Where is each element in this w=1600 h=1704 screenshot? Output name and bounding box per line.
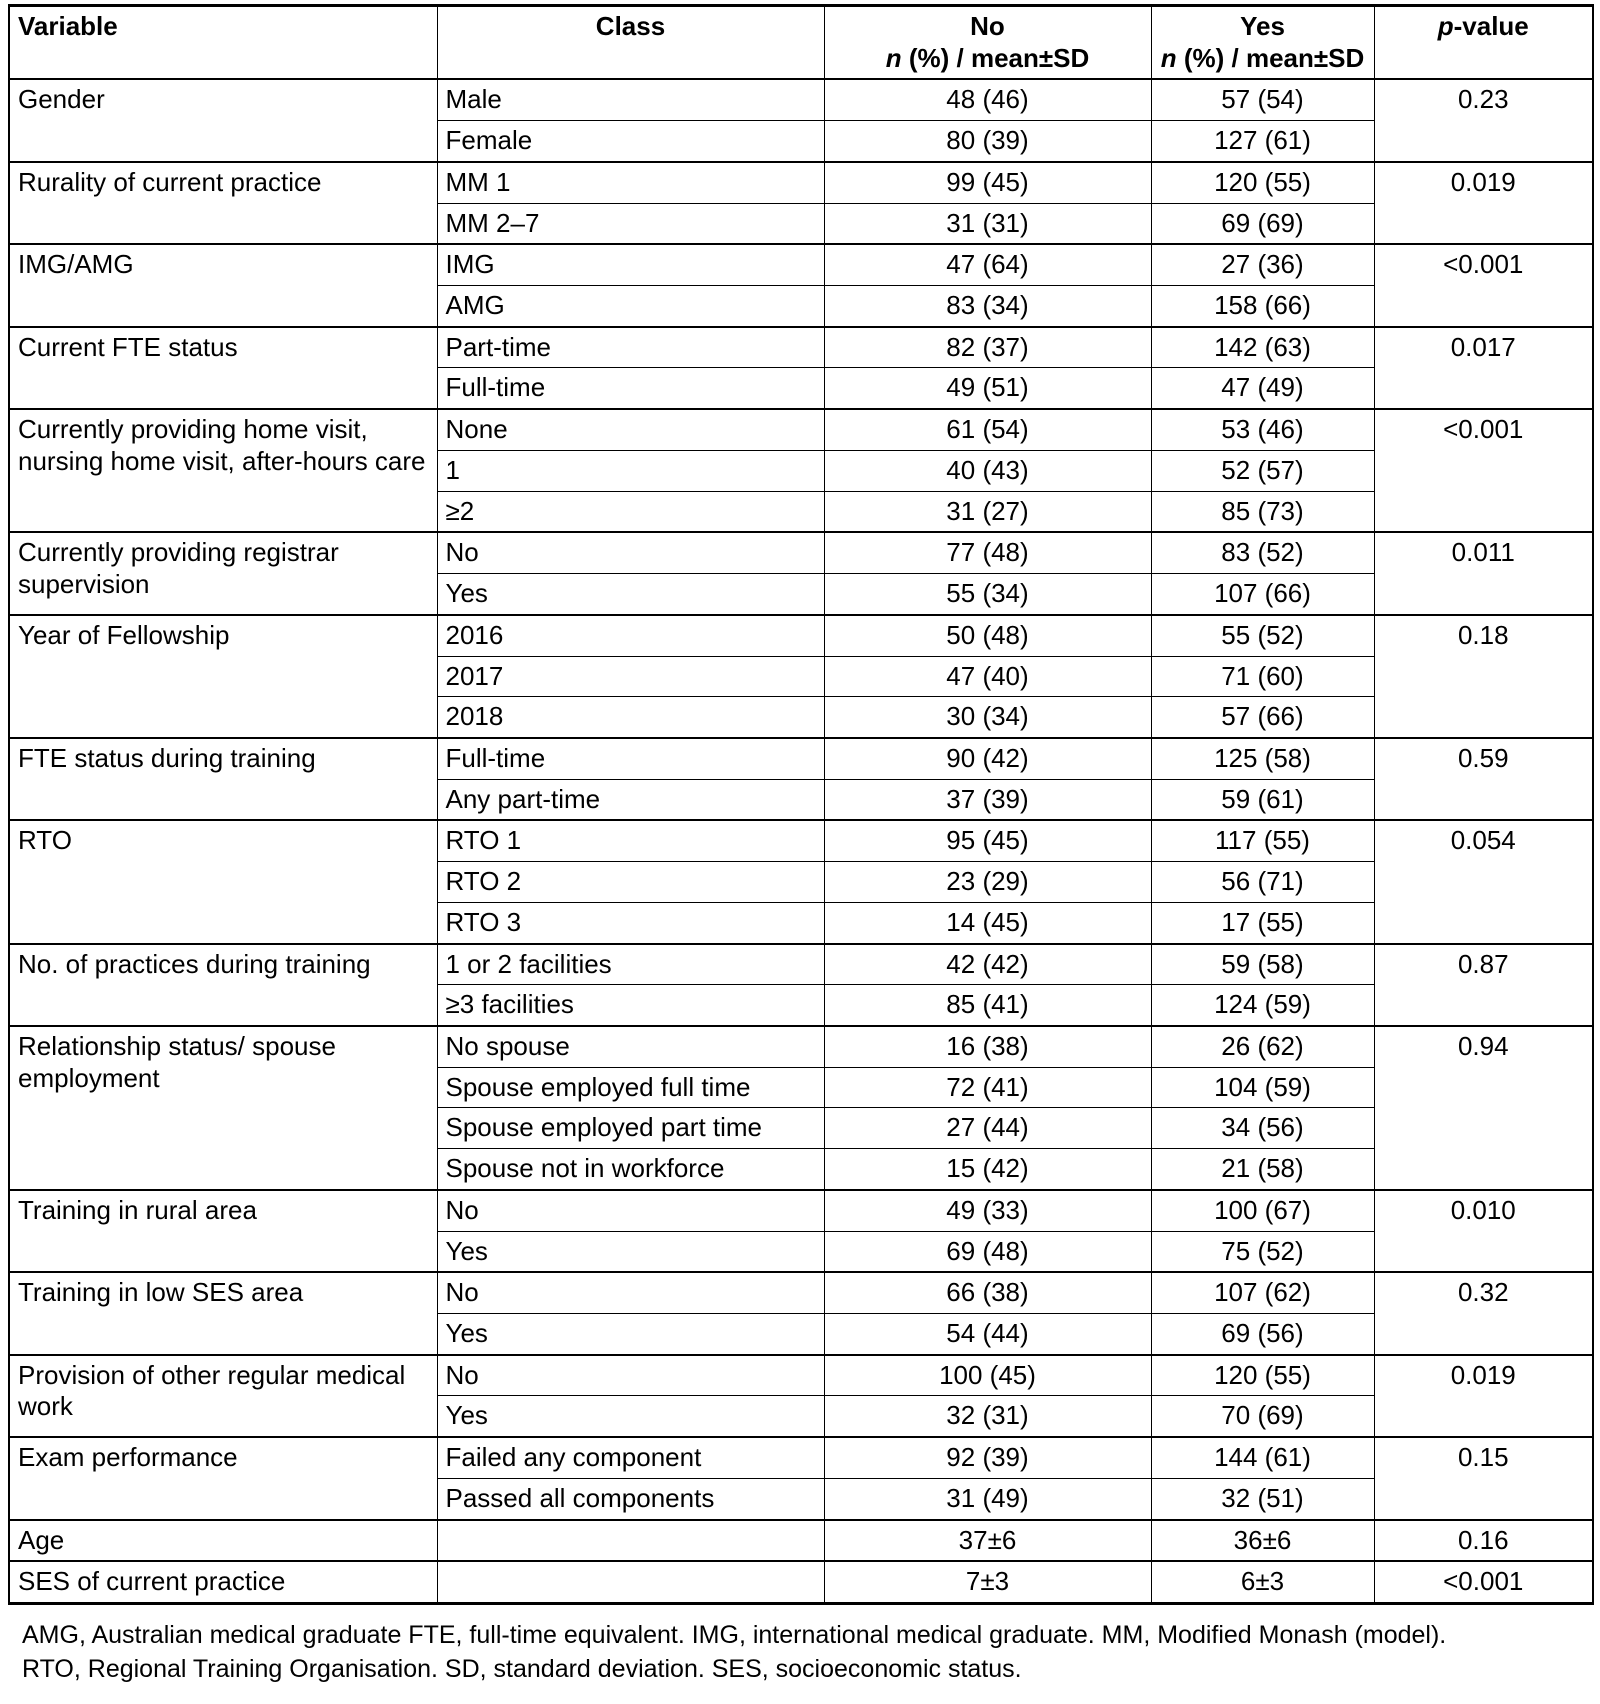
cell-variable: Currently providing registrar supervision	[9, 532, 437, 614]
cell-no-value: 31 (31)	[824, 203, 1151, 244]
cell-class: No	[437, 1272, 824, 1313]
header-row	[9, 6, 1593, 80]
cell-pvalue: 0.32	[1374, 1272, 1593, 1354]
cell-yes-value: 100 (67)	[1151, 1190, 1374, 1231]
cell-yes-value: 127 (61)	[1151, 121, 1374, 162]
cell-yes-value: 117 (55)	[1151, 820, 1374, 861]
cell-yes-value: 75 (52)	[1151, 1231, 1374, 1272]
cell-pvalue: 0.010	[1374, 1190, 1593, 1272]
cell-no-value: 95 (45)	[824, 820, 1151, 861]
cell-no-value: 50 (48)	[824, 615, 1151, 656]
table-row	[9, 615, 1593, 656]
cell-yes-value: 59 (61)	[1151, 779, 1374, 820]
cell-yes-value: 69 (56)	[1151, 1314, 1374, 1355]
column-header-class	[437, 6, 824, 80]
cell-pvalue: 0.23	[1374, 79, 1593, 161]
cell-no-value: 14 (45)	[824, 902, 1151, 943]
cell-pvalue: 0.87	[1374, 944, 1593, 1026]
cell-class: RTO 3	[437, 902, 824, 943]
table-row	[9, 1437, 1593, 1478]
cell-variable: Gender	[9, 79, 437, 161]
cell-no-value: 15 (42)	[824, 1149, 1151, 1190]
cell-no-value: 40 (43)	[824, 450, 1151, 491]
cell-no-value: 47 (64)	[824, 244, 1151, 285]
cell-class: 2018	[437, 697, 824, 738]
cell-class: No	[437, 1190, 824, 1231]
cell-yes-value: 124 (59)	[1151, 985, 1374, 1026]
cell-class: Full-time	[437, 738, 824, 779]
table-row	[9, 327, 1593, 368]
cell-pvalue: <0.001	[1374, 409, 1593, 532]
cell-yes-value: 27 (36)	[1151, 244, 1374, 285]
table-row	[9, 944, 1593, 985]
cell-class: 1 or 2 facilities	[437, 944, 824, 985]
cell-yes-value: 107 (62)	[1151, 1272, 1374, 1313]
cell-variable: Provision of other regular medical work	[9, 1355, 437, 1437]
cell-yes-value: 158 (66)	[1151, 286, 1374, 327]
column-header-yes-label: Yes	[1240, 11, 1285, 41]
cell-class	[437, 1561, 824, 1603]
cell-yes-value: 55 (52)	[1151, 615, 1374, 656]
cell-pvalue: 0.017	[1374, 327, 1593, 409]
cell-variable: IMG/AMG	[9, 244, 437, 326]
cell-no-value: 61 (54)	[824, 409, 1151, 450]
cell-yes-value: 32 (51)	[1151, 1478, 1374, 1519]
cell-variable: Relationship status/ spouse employment	[9, 1026, 437, 1190]
table-row	[9, 820, 1593, 861]
cell-yes-value: 21 (58)	[1151, 1149, 1374, 1190]
cell-no-value: 30 (34)	[824, 697, 1151, 738]
cell-variable: Training in rural area	[9, 1190, 437, 1272]
table-row	[9, 1520, 1593, 1562]
column-header-no-sublabel: n (%) / mean±SD	[885, 42, 1090, 73]
cell-class: Female	[437, 121, 824, 162]
cell-no-value: 92 (39)	[824, 1437, 1151, 1478]
cell-no-value: 23 (29)	[824, 862, 1151, 903]
cell-no-value: 55 (34)	[824, 574, 1151, 615]
cell-no-value: 47 (40)	[824, 656, 1151, 697]
cell-variable: Training in low SES area	[9, 1272, 437, 1354]
cell-class	[437, 1520, 824, 1562]
cell-class: Full-time	[437, 368, 824, 409]
cell-no-value: 48 (46)	[824, 79, 1151, 120]
column-header-class-label: Class	[595, 11, 666, 41]
cell-class: No spouse	[437, 1026, 824, 1067]
cell-no-value: 90 (42)	[824, 738, 1151, 779]
cell-no-value: 31 (49)	[824, 1478, 1151, 1519]
cell-class: Yes	[437, 574, 824, 615]
cell-yes-value: 125 (58)	[1151, 738, 1374, 779]
cell-class: 2017	[437, 656, 824, 697]
cell-yes-value: 52 (57)	[1151, 450, 1374, 491]
cell-yes-value: 107 (66)	[1151, 574, 1374, 615]
characteristics-table	[8, 4, 1594, 1605]
cell-variable: SES of current practice	[9, 1561, 437, 1603]
cell-no-value: 72 (41)	[824, 1067, 1151, 1108]
column-header-variable-label: Variable	[18, 11, 118, 41]
column-header-variable	[9, 6, 437, 80]
cell-class: IMG	[437, 244, 824, 285]
cell-class: Male	[437, 79, 824, 120]
column-header-yes-sublabel: n (%) / mean±SD	[1160, 42, 1365, 73]
cell-no-value: 37 (39)	[824, 779, 1151, 820]
cell-no-value: 49 (33)	[824, 1190, 1151, 1231]
cell-no-value: 99 (45)	[824, 162, 1151, 203]
cell-no-value: 82 (37)	[824, 327, 1151, 368]
cell-no-value: 54 (44)	[824, 1314, 1151, 1355]
cell-yes-value: 6±3	[1151, 1561, 1374, 1603]
table-header	[9, 6, 1593, 80]
cell-no-value: 7±3	[824, 1561, 1151, 1603]
cell-pvalue: 0.019	[1374, 162, 1593, 244]
cell-class: RTO 1	[437, 820, 824, 861]
cell-yes-value: 120 (55)	[1151, 1355, 1374, 1396]
cell-class: RTO 2	[437, 862, 824, 903]
cell-yes-value: 144 (61)	[1151, 1437, 1374, 1478]
cell-yes-value: 104 (59)	[1151, 1067, 1374, 1108]
cell-yes-value: 56 (71)	[1151, 862, 1374, 903]
column-header-no	[824, 6, 1151, 80]
cell-no-value: 42 (42)	[824, 944, 1151, 985]
cell-no-value: 80 (39)	[824, 121, 1151, 162]
cell-class: No	[437, 1355, 824, 1396]
cell-variable: FTE status during training	[9, 738, 437, 820]
cell-class: Any part-time	[437, 779, 824, 820]
column-header-no-label: No	[970, 11, 1005, 41]
cell-class: Yes	[437, 1314, 824, 1355]
cell-pvalue: 0.019	[1374, 1355, 1593, 1437]
cell-yes-value: 71 (60)	[1151, 656, 1374, 697]
table-row	[9, 79, 1593, 120]
table-row	[9, 1272, 1593, 1313]
cell-yes-value: 142 (63)	[1151, 327, 1374, 368]
cell-variable: Current FTE status	[9, 327, 437, 409]
cell-yes-value: 59 (58)	[1151, 944, 1374, 985]
cell-no-value: 32 (31)	[824, 1396, 1151, 1437]
cell-yes-value: 69 (69)	[1151, 203, 1374, 244]
column-header-yes	[1151, 6, 1374, 80]
table-row	[9, 1026, 1593, 1067]
cell-class: Spouse employed full time	[437, 1067, 824, 1108]
cell-yes-value: 85 (73)	[1151, 491, 1374, 532]
table-row	[9, 1190, 1593, 1231]
cell-class: AMG	[437, 286, 824, 327]
cell-no-value: 27 (44)	[824, 1108, 1151, 1149]
cell-yes-value: 120 (55)	[1151, 162, 1374, 203]
cell-class: Spouse not in workforce	[437, 1149, 824, 1190]
cell-pvalue: 0.15	[1374, 1437, 1593, 1519]
cell-class: ≥2	[437, 491, 824, 532]
table-row	[9, 532, 1593, 573]
table-row	[9, 1355, 1593, 1396]
footnote-line-2: RTO, Regional Training Organisation. SD, standard deviation. SES, socioeconomic status.	[22, 1654, 1022, 1683]
cell-yes-value: 83 (52)	[1151, 532, 1374, 573]
cell-variable: Currently providing home visit, nursing home visit, after-hours care	[9, 409, 437, 532]
cell-pvalue: 0.18	[1374, 615, 1593, 738]
cell-class: Yes	[437, 1396, 824, 1437]
cell-yes-value: 17 (55)	[1151, 902, 1374, 943]
cell-yes-value: 34 (56)	[1151, 1108, 1374, 1149]
footnote-line-1: AMG, Australian medical graduate FTE, full-time equivalent. IMG, international medical graduate. MM, Modified Monash (model).	[22, 1621, 1447, 1650]
cell-yes-value: 26 (62)	[1151, 1026, 1374, 1067]
cell-variable: Age	[9, 1520, 437, 1562]
cell-no-value: 83 (34)	[824, 286, 1151, 327]
cell-pvalue: 0.16	[1374, 1520, 1593, 1562]
table-row	[9, 162, 1593, 203]
cell-no-value: 69 (48)	[824, 1231, 1151, 1272]
cell-pvalue: 0.94	[1374, 1026, 1593, 1190]
cell-no-value: 31 (27)	[824, 491, 1151, 532]
cell-variable: Rurality of current practice	[9, 162, 437, 244]
cell-yes-value: 57 (66)	[1151, 697, 1374, 738]
table-row	[9, 409, 1593, 450]
cell-no-value: 100 (45)	[824, 1355, 1151, 1396]
cell-variable: No. of practices during training	[9, 944, 437, 1026]
table-row	[9, 738, 1593, 779]
table-row	[9, 244, 1593, 285]
cell-no-value: 66 (38)	[824, 1272, 1151, 1313]
cell-class: 1	[437, 450, 824, 491]
cell-pvalue: 0.59	[1374, 738, 1593, 820]
cell-pvalue: <0.001	[1374, 1561, 1593, 1603]
cell-variable: Exam performance	[9, 1437, 437, 1519]
cell-no-value: 16 (38)	[824, 1026, 1151, 1067]
cell-pvalue: 0.054	[1374, 820, 1593, 943]
cell-variable: Year of Fellowship	[9, 615, 437, 738]
cell-yes-value: 36±6	[1151, 1520, 1374, 1562]
cell-class: 2016	[437, 615, 824, 656]
cell-yes-value: 53 (46)	[1151, 409, 1374, 450]
table-footnote	[8, 1605, 1592, 1697]
cell-pvalue: <0.001	[1374, 244, 1593, 326]
table-body	[9, 79, 1593, 1603]
cell-pvalue: 0.011	[1374, 532, 1593, 614]
cell-class: Part-time	[437, 327, 824, 368]
cell-yes-value: 70 (69)	[1151, 1396, 1374, 1437]
cell-no-value: 37±6	[824, 1520, 1151, 1562]
cell-yes-value: 47 (49)	[1151, 368, 1374, 409]
cell-class: ≥3 facilities	[437, 985, 824, 1026]
cell-class: MM 2–7	[437, 203, 824, 244]
table-row	[9, 1561, 1593, 1603]
cell-class: MM 1	[437, 162, 824, 203]
column-header-pvalue	[1374, 6, 1593, 80]
cell-no-value: 77 (48)	[824, 532, 1151, 573]
cell-variable: RTO	[9, 820, 437, 943]
cell-class: None	[437, 409, 824, 450]
cell-class: No	[437, 532, 824, 573]
cell-class: Failed any component	[437, 1437, 824, 1478]
cell-yes-value: 57 (54)	[1151, 79, 1374, 120]
cell-no-value: 49 (51)	[824, 368, 1151, 409]
cell-class: Yes	[437, 1231, 824, 1272]
column-header-pvalue-label: p-value	[1437, 11, 1529, 41]
cell-no-value: 85 (41)	[824, 985, 1151, 1026]
cell-class: Passed all components	[437, 1478, 824, 1519]
cell-class: Spouse employed part time	[437, 1108, 824, 1149]
